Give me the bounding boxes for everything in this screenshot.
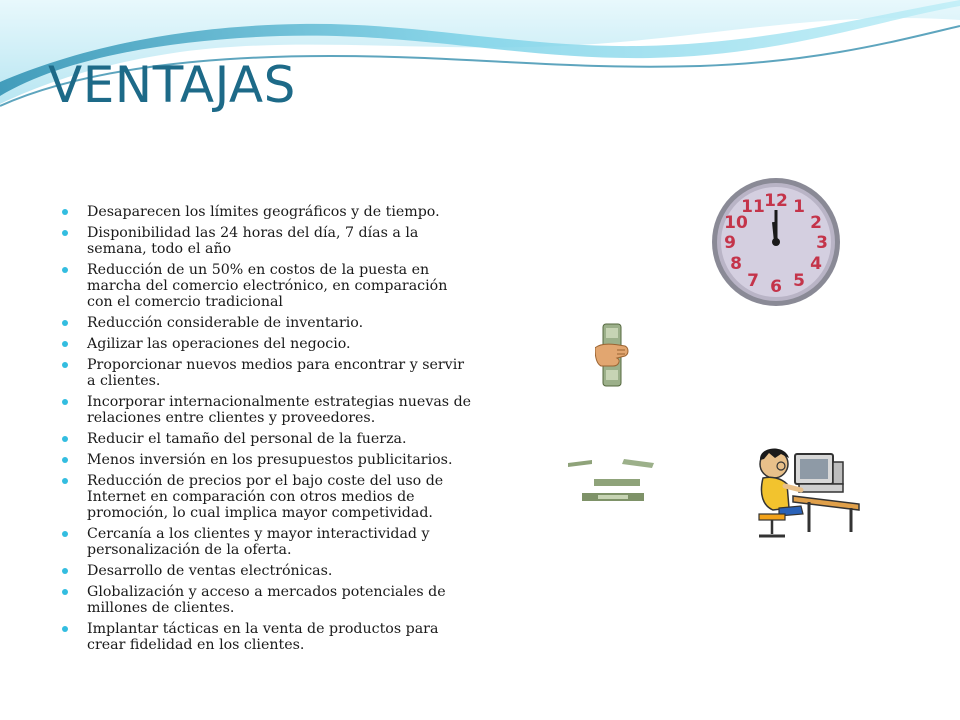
- list-item: [62, 204, 474, 220]
- list-item-text: Disponibilidad las 24 horas del día, 7 días a la semana, todo el año: [87, 225, 419, 257]
- clock-number: 3: [816, 233, 828, 253]
- list-item-text: Proporcionar nuevos medios para encontrar y servir a clientes.: [87, 357, 465, 389]
- list-item-text: Implantar tácticas en la venta de productos para crear fidelidad en los clientes.: [87, 621, 439, 653]
- clock-number: 9: [724, 233, 736, 253]
- clock-number: 8: [730, 254, 742, 274]
- list-item: [62, 473, 474, 521]
- list-item-text: Reducción considerable de inventario.: [87, 315, 364, 331]
- bullet-icon: [62, 362, 68, 368]
- clock-number: 1: [793, 197, 805, 217]
- bullet-icon: [62, 230, 68, 236]
- bullet-icon: [62, 568, 68, 574]
- list-item: [62, 336, 474, 352]
- list-item: [62, 394, 474, 426]
- list-item: [62, 584, 474, 616]
- clock-number: 2: [810, 213, 822, 233]
- list-item: [62, 315, 474, 331]
- list-item: [62, 563, 474, 579]
- list-item: [62, 357, 474, 389]
- list-item-text: Desaparecen los límites geográficos y de tiempo.: [87, 204, 440, 220]
- list-item-text: Desarrollo de ventas electrónicas.: [87, 563, 333, 579]
- list-item-text: Reducción de precios por el bajo coste del uso de Internet en comparación con otros medios de promoción, lo cual implica mayor competividad.: [87, 473, 444, 521]
- clock-number: 6: [770, 277, 782, 297]
- list-item: [62, 431, 474, 447]
- list-item-text: Incorporar internacionalmente estrategias nuevas de relaciones entre clientes y proveedores.: [87, 394, 472, 426]
- bullet-icon: [62, 209, 68, 215]
- bullet-icon: [62, 399, 68, 405]
- advantages-list: [62, 204, 474, 658]
- money-in-hand-icon: [595, 322, 631, 390]
- bullet-icon: [62, 267, 68, 273]
- list-item: [62, 621, 474, 653]
- bullet-icon: [62, 589, 68, 595]
- list-item: [62, 526, 474, 558]
- clock-icon: [710, 176, 842, 308]
- computer-worker-icon: [729, 424, 889, 544]
- list-item-text: Reducir el tamaño del personal de la fuerza.: [87, 431, 407, 447]
- list-item-text: Reducción de un 50% en costos de la puesta en marcha del comercio electrónico, en comparación con el comercio tradicional: [87, 262, 448, 310]
- clock-number: 10: [724, 213, 748, 233]
- list-item: [62, 225, 474, 257]
- list-item-text: Menos inversión en los presupuestos publicitarios.: [87, 452, 453, 468]
- clock-number: 4: [810, 254, 822, 274]
- list-item-text: Cercanía a los clientes y mayor interactividad y personalización de la oferta.: [87, 526, 430, 558]
- slide-title: VENTAJAS: [48, 56, 296, 114]
- clock-number: 7: [747, 271, 759, 291]
- bullet-icon: [62, 436, 68, 442]
- clock-number: 5: [793, 271, 805, 291]
- list-item: [62, 262, 474, 310]
- bullet-icon: [62, 341, 68, 347]
- clock-number: 11: [741, 197, 765, 217]
- list-item: [62, 452, 474, 468]
- list-item-text: Agilizar las operaciones del negocio.: [87, 336, 351, 352]
- bullet-icon: [62, 457, 68, 463]
- bullet-icon: [62, 531, 68, 537]
- clock-number: 12: [764, 191, 788, 211]
- bullet-icon: [62, 478, 68, 484]
- flying-bills-icon: [562, 455, 662, 505]
- bullet-icon: [62, 320, 68, 326]
- bullet-icon: [62, 626, 68, 632]
- list-item-text: Globalización y acceso a mercados potenciales de millones de clientes.: [87, 584, 446, 616]
